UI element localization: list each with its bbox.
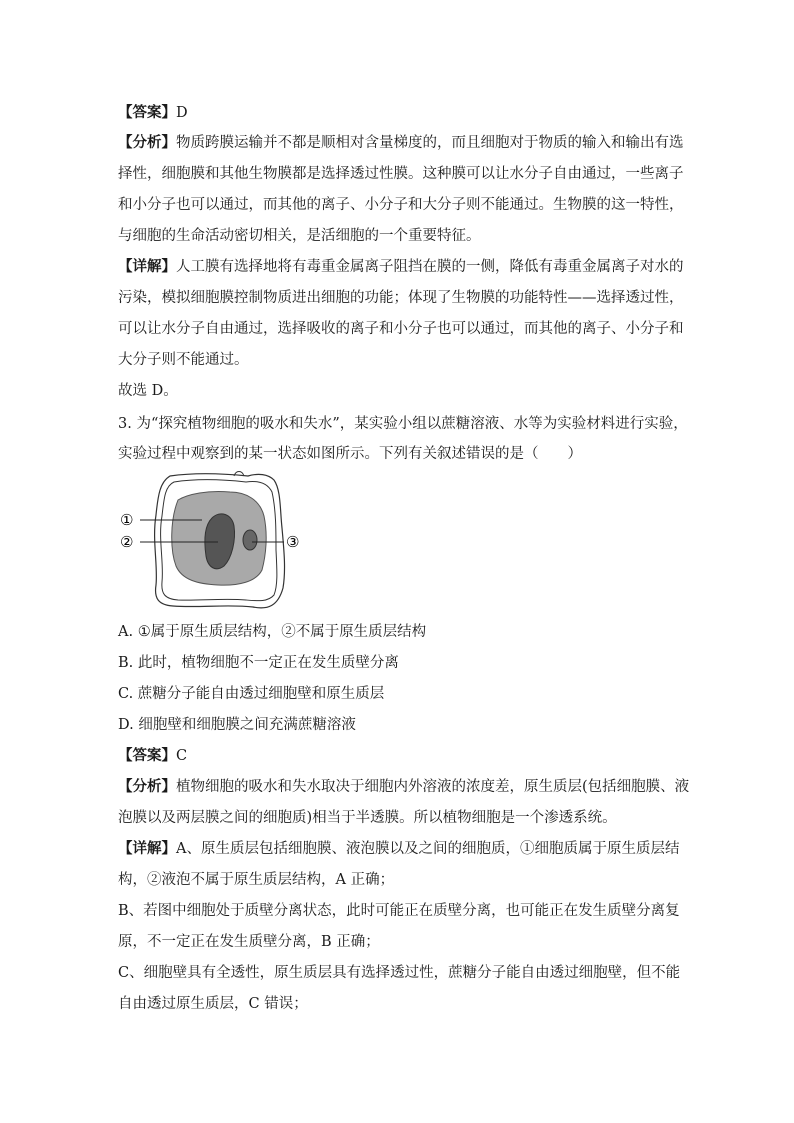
q3-answer bbox=[118, 746, 187, 766]
q3-detail-line-3: B、若图中细胞处于质壁分离状态，此时可能正在质壁分离，也可能正在发生质壁分离复 bbox=[118, 903, 680, 919]
q3-stem-line-1: 3. 为“探究植物细胞的吸水和失水”，某实验小组以蔗糖溶液、水等为实验材料进行实验， bbox=[118, 416, 688, 432]
q2-analysis-line-1 bbox=[118, 133, 684, 153]
q3-detail-line-2: 构，②液泡不属于原生质层结构，A 正确； bbox=[118, 872, 395, 888]
q2-analysis-line-4: 与细胞的生命活动密切相关，是活细胞的一个重要特征。 bbox=[118, 228, 481, 244]
detail-tag: 【详解】 bbox=[118, 840, 176, 857]
detail-text: 人工膜有选择地将有毒重金属离子阻挡在膜的一侧，降低有毒重金属离子对水的 bbox=[176, 259, 684, 275]
label-3: ③ bbox=[286, 533, 300, 551]
q2-answer bbox=[118, 103, 188, 123]
q3-stem-line-2: 实验过程中观察到的某一状态如图所示。下列有关叙述错误的是（ ） bbox=[118, 446, 582, 462]
q3-detail-line-5: C、细胞壁具有全透性，原生质层具有选择透过性，蔗糖分子能自由透过细胞壁，但不能 bbox=[118, 965, 681, 981]
q2-analysis-line-2: 择性，细胞膜和其他生物膜都是选择透过性膜。这种膜可以让水分子自由通过，一些离子 bbox=[118, 166, 684, 182]
label-1: ① bbox=[120, 511, 134, 529]
option-c: C. 蔗糖分子能自由透过细胞壁和原生质层 bbox=[118, 686, 385, 702]
q2-analysis-line-3: 和小分子也可以通过，而其他的离子、小分子和大分子则不能通过。生物膜的这一特性， bbox=[118, 197, 684, 213]
q2-detail-line-2: 污染，模拟细胞膜控制物质进出细胞的功能；体现了生物膜的功能特性——选择透过性， bbox=[118, 290, 684, 306]
detail-text: A、原生质层包括细胞膜、液泡膜以及之间的细胞质，①细胞质属于原生质层结 bbox=[176, 841, 680, 857]
q3-detail-line-1 bbox=[118, 839, 679, 859]
q2-detail-line-3: 可以让水分子自由通过，选择吸收的离子和小分子也可以通过，而其他的离子、小分子和 bbox=[118, 321, 684, 337]
nucleus bbox=[243, 530, 257, 550]
analysis-tag: 【分析】 bbox=[118, 778, 176, 795]
analysis-text: 植物细胞的吸水和失水取决于细胞内外溶液的浓度差，原生质层(包括细胞膜、液 bbox=[176, 779, 690, 795]
option-a: A. ①属于原生质层结构，②不属于原生质层结构 bbox=[118, 624, 427, 640]
detail-tag: 【详解】 bbox=[118, 258, 176, 275]
q2-detail-line-4: 大分子则不能通过。 bbox=[118, 352, 249, 368]
q3-analysis-line-2: 泡膜以及两层膜之间的细胞质)相当于半透膜。所以植物细胞是一个渗透系统。 bbox=[118, 810, 617, 826]
option-d: D. 细胞壁和细胞膜之间充满蔗糖溶液 bbox=[118, 717, 356, 733]
label-2: ② bbox=[120, 533, 134, 551]
analysis-text: 物质跨膜运输并不都是顺相对含量梯度的，而且细胞对于物质的输入和输出有选 bbox=[176, 135, 684, 151]
option-b: B. 此时，植物细胞不一定正在发生质壁分离 bbox=[118, 655, 399, 671]
answer-value: C bbox=[176, 748, 188, 764]
answer-tag: 【答案】 bbox=[118, 104, 176, 121]
plant-cell-diagram bbox=[118, 470, 308, 615]
answer-value: D bbox=[176, 105, 188, 121]
q3-detail-line-4: 原，不一定正在发生质壁分离，B 正确； bbox=[118, 934, 380, 950]
q2-detail-line-1 bbox=[118, 257, 684, 277]
q2-conclusion: 故选 D。 bbox=[118, 383, 178, 399]
analysis-tag: 【分析】 bbox=[118, 134, 176, 151]
answer-tag: 【答案】 bbox=[118, 747, 176, 764]
q3-analysis-line-1 bbox=[118, 777, 689, 797]
plant-cell-figure bbox=[118, 470, 308, 615]
q3-detail-line-6: 自由透过原生质层，C 错误； bbox=[118, 996, 308, 1012]
